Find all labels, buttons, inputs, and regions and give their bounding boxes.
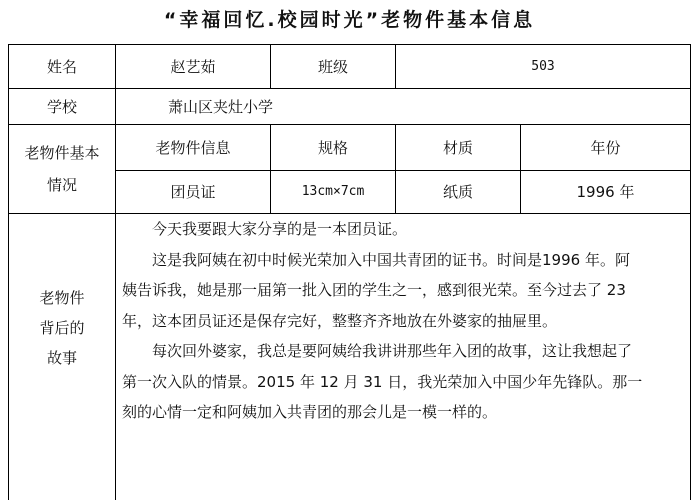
story-paragraph: 今天我要跟大家分享的是一本团员证。 [152,220,408,238]
value-size: 13cm×7cm [301,184,365,199]
story-text [122,214,644,428]
header-material: 材质 [442,138,473,157]
header-item-info: 老物件信息 [155,138,231,157]
school-label: 学校 [46,97,77,116]
story-paragraph: 这是我阿姨在初中时候光荣加入中国共青团的证书。时间是1996 年。阿姨告诉我，她是那一届第一批入团的学生之一，感到很光荣。至今过去了 23 年，这本团员证还是保存完好，整整齐齐地放在外婆家的抽屉里。 [122,250,630,330]
story-label-line: 老物件 [39,289,85,307]
story-label-line: 背后的 [39,319,85,337]
class-label: 班级 [317,57,348,76]
header-size: 规格 [317,138,348,157]
class-value: 503 [531,58,555,74]
value-material: 纸质 [442,183,473,201]
basic-info-label [9,125,115,213]
value-year: 1996 年 [576,183,635,201]
story-label-line: 故事 [46,349,77,367]
story-paragraph: 每次回外婆家，我总是要阿姨给我讲讲那些年入团的故事，这让我想起了第一次入队的情景。2015 年 12 月 31 日，我光荣加入中国少年先锋队。那一刻的心情一定和阿姨加入共青团的那会儿是一模一样的。 [122,342,643,421]
page-title: “幸福回忆.校园时光”老物件基本信息 [163,9,536,31]
name-label: 姓名 [46,57,77,76]
table-border-right [690,44,691,500]
school-value: 萧山区夹灶小学 [168,97,274,116]
value-item-info: 团员证 [170,183,216,201]
col-divider [115,44,116,500]
name-value: 赵艺茹 [170,57,216,76]
header-year: 年份 [590,138,621,157]
basic-info-label-line2: 情况 [46,176,77,194]
basic-info-label-line1: 老物件基本 [24,144,100,162]
story-label [9,280,115,376]
